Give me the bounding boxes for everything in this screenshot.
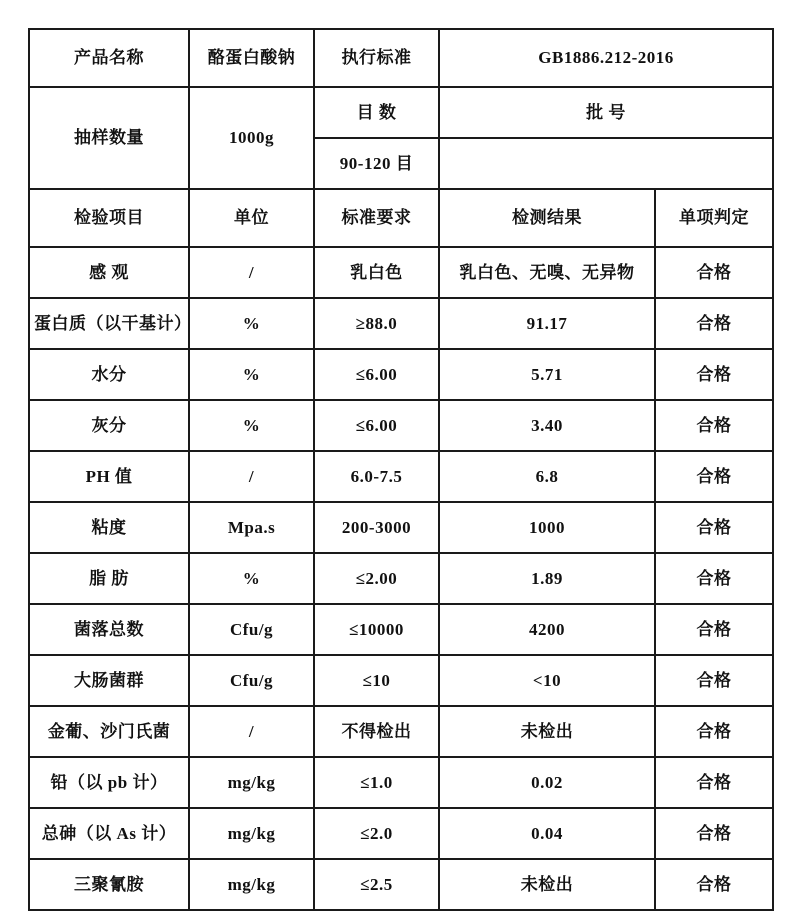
product-name-value: 酪蛋白酸钠: [189, 29, 314, 87]
row-result: 5.71: [439, 349, 655, 400]
row-unit: Cfu/g: [189, 655, 314, 706]
row-result: 0.02: [439, 757, 655, 808]
row-item: 水分: [29, 349, 189, 400]
product-name-label: 产品名称: [29, 29, 189, 87]
row-result: 3.40: [439, 400, 655, 451]
table-row: [29, 247, 773, 298]
row-requirement: 200-3000: [314, 502, 439, 553]
row-result: <10: [439, 655, 655, 706]
row-item: 铅（以 pb 计）: [29, 757, 189, 808]
row-result: 0.04: [439, 808, 655, 859]
row-judgement: 合格: [655, 451, 773, 502]
row-requirement: ≤2.5: [314, 859, 439, 910]
row-requirement: 6.0-7.5: [314, 451, 439, 502]
row-item: 大肠菌群: [29, 655, 189, 706]
table-row: [29, 553, 773, 604]
row-judgement: 合格: [655, 808, 773, 859]
row-item: 三聚氰胺: [29, 859, 189, 910]
row-unit: /: [189, 706, 314, 757]
row-unit: %: [189, 349, 314, 400]
column-header-item: 检验项目: [29, 189, 189, 247]
standard-value: GB1886.212-2016: [439, 29, 773, 87]
row-unit: mg/kg: [189, 859, 314, 910]
table-header-row: [29, 189, 773, 247]
row-item: 金葡、沙门氏菌: [29, 706, 189, 757]
row-requirement: ≤10000: [314, 604, 439, 655]
table-row: [29, 859, 773, 910]
row-judgement: 合格: [655, 757, 773, 808]
row-requirement: 乳白色: [314, 247, 439, 298]
column-header-unit: 单位: [189, 189, 314, 247]
row-item: 粘度: [29, 502, 189, 553]
row-item: PH 值: [29, 451, 189, 502]
row-requirement: ≤2.0: [314, 808, 439, 859]
row-unit: /: [189, 451, 314, 502]
row-result: 91.17: [439, 298, 655, 349]
column-header-judgement: 单项判定: [655, 189, 773, 247]
table-row-sample-mesh-batch: [29, 87, 773, 138]
row-item: 脂 肪: [29, 553, 189, 604]
row-unit: %: [189, 553, 314, 604]
row-result: 未检出: [439, 859, 655, 910]
row-result: 未检出: [439, 706, 655, 757]
row-requirement: ≤10: [314, 655, 439, 706]
row-requirement: ≤6.00: [314, 400, 439, 451]
row-unit: mg/kg: [189, 808, 314, 859]
row-unit: /: [189, 247, 314, 298]
batch-label: 批 号: [439, 87, 773, 138]
row-unit: %: [189, 298, 314, 349]
sample-quantity-value: 1000g: [189, 87, 314, 189]
row-requirement: ≤2.00: [314, 553, 439, 604]
row-result: 1.89: [439, 553, 655, 604]
inspection-report-table: [28, 28, 774, 911]
row-judgement: 合格: [655, 349, 773, 400]
row-requirement: ≤6.00: [314, 349, 439, 400]
row-judgement: 合格: [655, 298, 773, 349]
row-item: 感 观: [29, 247, 189, 298]
table-row: [29, 808, 773, 859]
sample-quantity-label: 抽样数量: [29, 87, 189, 189]
table-row: [29, 400, 773, 451]
row-judgement: 合格: [655, 247, 773, 298]
row-requirement: ≤1.0: [314, 757, 439, 808]
row-judgement: 合格: [655, 859, 773, 910]
row-unit: %: [189, 400, 314, 451]
table-row: [29, 298, 773, 349]
table-row: [29, 451, 773, 502]
mesh-label: 目 数: [314, 87, 439, 138]
table-row-product: [29, 29, 773, 87]
row-result: 4200: [439, 604, 655, 655]
table-row: [29, 706, 773, 757]
row-unit: Mpa.s: [189, 502, 314, 553]
row-result: 1000: [439, 502, 655, 553]
row-judgement: 合格: [655, 706, 773, 757]
row-judgement: 合格: [655, 400, 773, 451]
row-result: 乳白色、无嗅、无异物: [439, 247, 655, 298]
table-row: [29, 604, 773, 655]
row-requirement: 不得检出: [314, 706, 439, 757]
table-row: [29, 655, 773, 706]
column-header-requirement: 标准要求: [314, 189, 439, 247]
column-header-result: 检测结果: [439, 189, 655, 247]
batch-value: [439, 138, 773, 189]
mesh-value: 90-120 目: [314, 138, 439, 189]
row-item: 总砷（以 As 计）: [29, 808, 189, 859]
table-row: [29, 757, 773, 808]
table-row: [29, 349, 773, 400]
row-judgement: 合格: [655, 655, 773, 706]
row-judgement: 合格: [655, 553, 773, 604]
row-judgement: 合格: [655, 604, 773, 655]
row-unit: Cfu/g: [189, 604, 314, 655]
row-unit: mg/kg: [189, 757, 314, 808]
row-item: 蛋白质（以干基计）: [29, 298, 189, 349]
row-requirement: ≥88.0: [314, 298, 439, 349]
table-row: [29, 502, 773, 553]
row-item: 菌落总数: [29, 604, 189, 655]
row-judgement: 合格: [655, 502, 773, 553]
standard-label: 执行标准: [314, 29, 439, 87]
inspection-report-sheet: [28, 28, 772, 894]
row-item: 灰分: [29, 400, 189, 451]
row-result: 6.8: [439, 451, 655, 502]
